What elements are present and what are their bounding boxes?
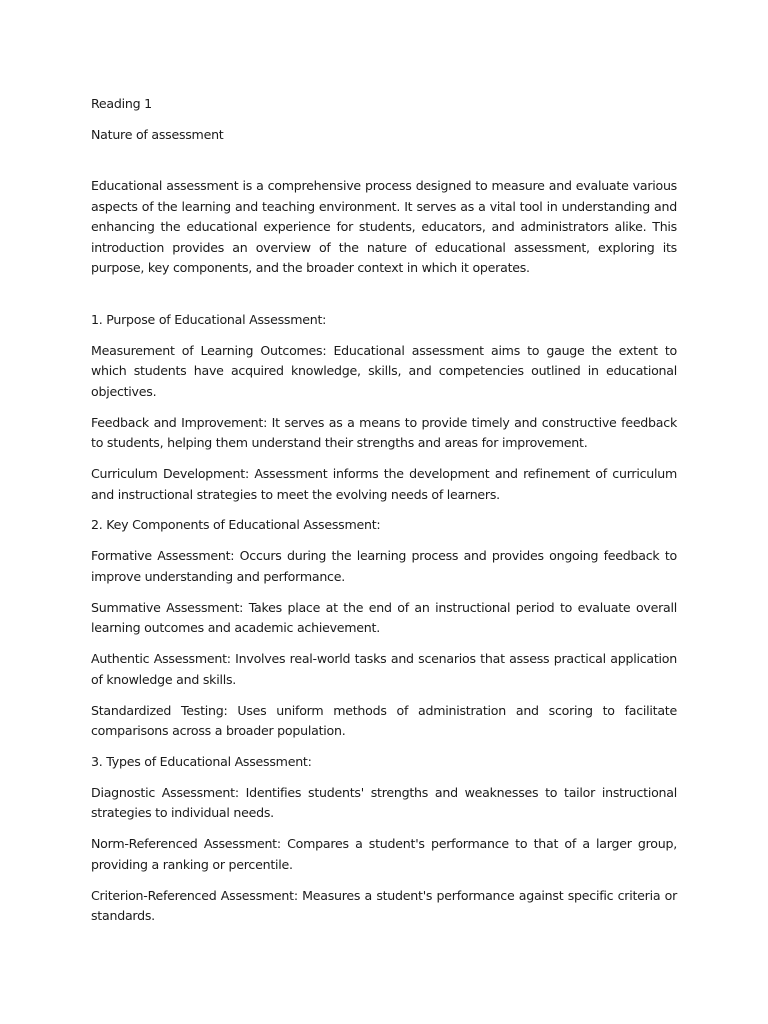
section-heading-purpose: 1. Purpose of Educational Assessment: — [91, 311, 327, 327]
paragraph-learning-outcomes: Measurement of Learning Outcomes: Educational assessment aims to gauge the extent to which students have acquired knowledge, skills, and competencies outlined in educational objectives. — [91, 342, 677, 399]
paragraph-criterion-referenced: Criterion-Referenced Assessment: Measures a student's performance against specific criteria or standards. — [91, 887, 677, 924]
section-heading-types: 3. Types of Educational Assessment: — [91, 753, 312, 769]
intro-paragraph: Educational assessment is a comprehensive process designed to measure and evaluate various aspects of the learning and teaching environment. It serves as a vital tool in understanding and enhancing the educational experience for students, educators, and administrators alike. This introduction provides an overview of the nature of educational assessment, exploring its purpose, key components, and the broader context in which it operates. — [91, 178, 677, 276]
paragraph-norm-referenced: Norm-Referenced Assessment: Compares a student's performance to that of a larger group, providing a ranking or percentile. — [91, 836, 677, 872]
section-heading-components: 2. Key Components of Educational Assessment: — [91, 517, 381, 533]
reading-label: Reading 1 — [91, 96, 152, 111]
paragraph-formative: Formative Assessment: Occurs during the learning process and provides ongoing feedback to improve understanding and performance. — [91, 548, 677, 584]
paragraph-curriculum: Curriculum Development: Assessment informs the development and refinement of curriculum and instructional strategies to meet the evolving needs of learners. — [91, 466, 677, 502]
paragraph-standardized: Standardized Testing: Uses uniform methods of administration and scoring to facilitate comparisons across a broader population. — [91, 702, 677, 739]
document-body — [91, 94, 677, 937]
paragraph-summative: Summative Assessment: Takes place at the end of an instructional period to evaluate overall learning outcomes and academic achievement. — [91, 599, 677, 636]
paragraph-feedback: Feedback and Improvement: It serves as a means to provide timely and constructive feedback to students, helping them understand their strengths and areas for improvement. — [91, 414, 677, 451]
document-title: Nature of assessment — [91, 126, 224, 142]
paragraph-authentic: Authentic Assessment: Involves real-world tasks and scenarios that assess practical application of knowledge and skills. — [91, 651, 677, 687]
paragraph-diagnostic: Diagnostic Assessment: Identifies students' strengths and weaknesses to tailor instructional strategies to individual needs. — [91, 784, 677, 821]
